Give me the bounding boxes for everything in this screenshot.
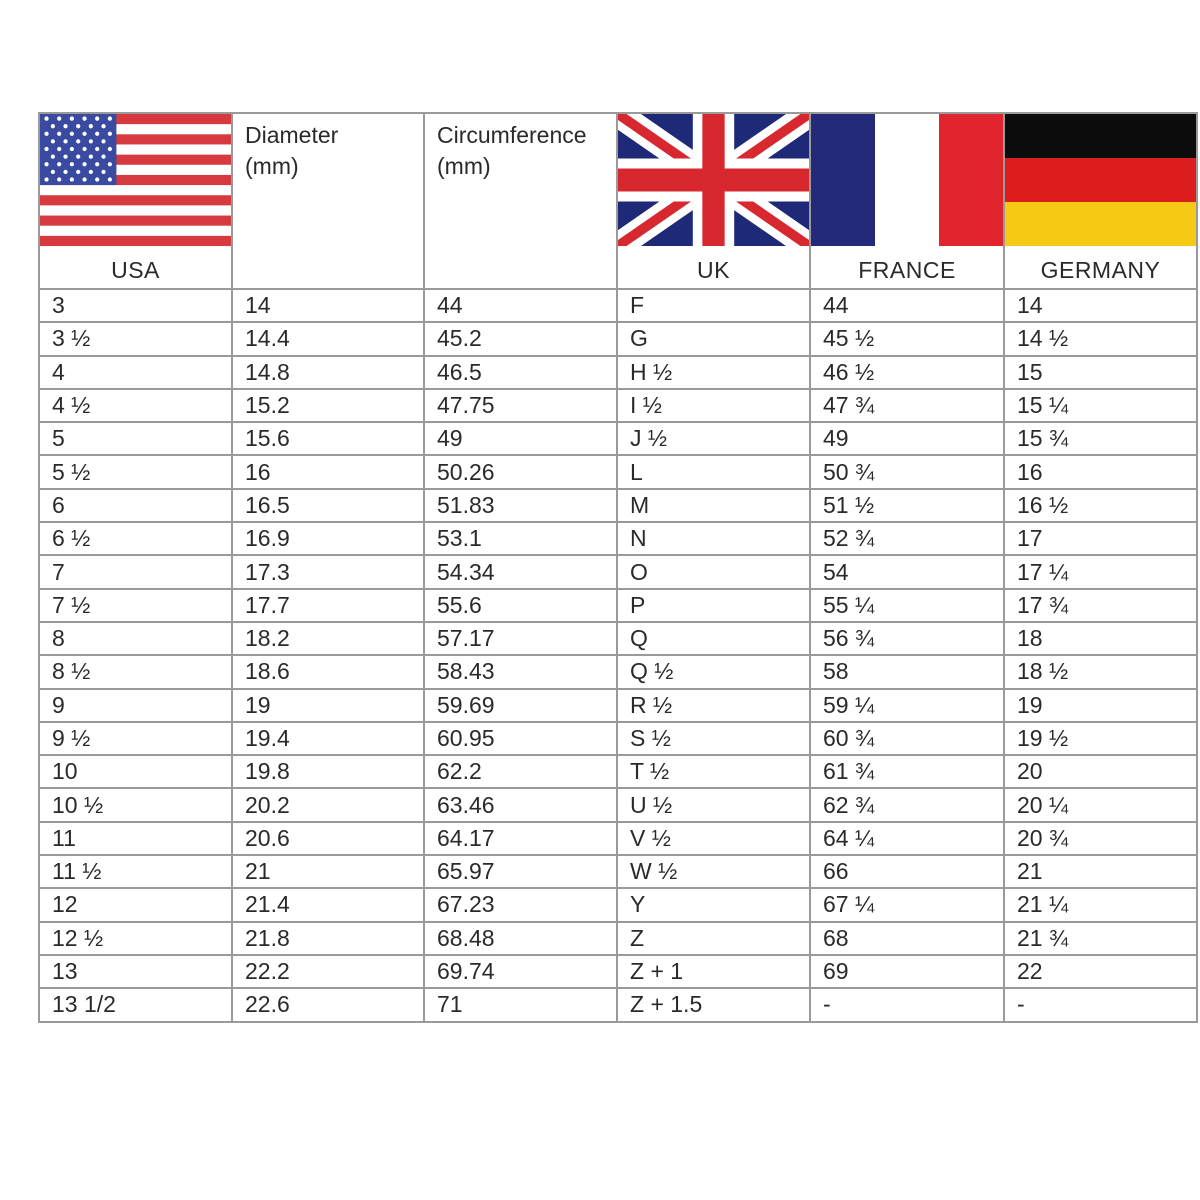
uk-size-cell: O [617, 555, 810, 588]
france-size-cell: 61 ¾ [810, 755, 1004, 788]
uk-size-cell: P [617, 589, 810, 622]
germany-size-cell: 20 ¾ [1004, 822, 1197, 855]
circumference-mm-cell: 68.48 [424, 922, 617, 955]
diameter-mm-cell: 17.7 [232, 589, 424, 622]
size-row [39, 555, 1197, 588]
usa-label: USA [111, 257, 160, 283]
size-row [39, 855, 1197, 888]
diameter-mm-cell: 15.6 [232, 422, 424, 455]
size-row [39, 522, 1197, 555]
germany-size-cell: 22 [1004, 955, 1197, 988]
germany-size-cell: 18 [1004, 622, 1197, 655]
usa-size-cell: 3 ½ [39, 322, 232, 355]
usa-size-cell: 6 ½ [39, 522, 232, 555]
size-row [39, 389, 1197, 422]
circumference-mm-cell: 64.17 [424, 822, 617, 855]
uk-size-cell: G [617, 322, 810, 355]
usa-size-cell: 11 [39, 822, 232, 855]
uk-flag-icon [618, 114, 809, 246]
diameter-header-line2: (mm) [245, 153, 299, 179]
uk-size-cell: R ½ [617, 689, 810, 722]
circumference-mm-cell: 47.75 [424, 389, 617, 422]
size-row [39, 822, 1197, 855]
diameter-mm-cell: 16.5 [232, 489, 424, 522]
uk-size-cell: I ½ [617, 389, 810, 422]
france-size-cell: 59 ¼ [810, 689, 1004, 722]
diameter-mm-cell: 16 [232, 455, 424, 488]
france-size-cell: 45 ½ [810, 322, 1004, 355]
circumference-mm-cell: 54.34 [424, 555, 617, 588]
germany-label: GERMANY [1040, 257, 1161, 283]
germany-size-cell: 16 [1004, 455, 1197, 488]
diameter-mm-cell: 22.6 [232, 988, 424, 1021]
circumference-mm-cell: 50.26 [424, 455, 617, 488]
size-row [39, 455, 1197, 488]
circumference-mm-cell: 57.17 [424, 622, 617, 655]
france-size-cell: 46 ½ [810, 356, 1004, 389]
usa-header [39, 113, 232, 289]
uk-label: UK [697, 257, 730, 283]
germany-size-cell: 19 ½ [1004, 722, 1197, 755]
diameter-mm-cell: 21.8 [232, 922, 424, 955]
germany-size-cell: 17 [1004, 522, 1197, 555]
france-size-cell: 56 ¾ [810, 622, 1004, 655]
circumference-header [424, 113, 617, 289]
france-size-cell: 68 [810, 922, 1004, 955]
size-row [39, 788, 1197, 821]
size-row [39, 755, 1197, 788]
size-row [39, 922, 1197, 955]
diameter-mm-cell: 20.6 [232, 822, 424, 855]
circumference-mm-cell: 62.2 [424, 755, 617, 788]
circumference-mm-cell: 44 [424, 289, 617, 322]
france-size-cell: 67 ¼ [810, 888, 1004, 921]
france-size-cell: 44 [810, 289, 1004, 322]
circumference-mm-cell: 51.83 [424, 489, 617, 522]
germany-size-cell: 15 ¾ [1004, 422, 1197, 455]
france-size-cell: 49 [810, 422, 1004, 455]
uk-size-cell: N [617, 522, 810, 555]
germany-size-cell: 14 ½ [1004, 322, 1197, 355]
france-header [810, 113, 1004, 289]
usa-size-cell: 12 ½ [39, 922, 232, 955]
france-flag-icon [811, 114, 1003, 246]
france-size-cell: 54 [810, 555, 1004, 588]
germany-size-cell: 21 [1004, 855, 1197, 888]
circumference-mm-cell: 45.2 [424, 322, 617, 355]
size-row [39, 888, 1197, 921]
diameter-mm-cell: 14.8 [232, 356, 424, 389]
size-row [39, 955, 1197, 988]
france-size-cell: 52 ¾ [810, 522, 1004, 555]
germany-size-cell: 16 ½ [1004, 489, 1197, 522]
size-row [39, 655, 1197, 688]
diameter-mm-cell: 22.2 [232, 955, 424, 988]
uk-size-cell: Z + 1 [617, 955, 810, 988]
france-size-cell: 47 ¾ [810, 389, 1004, 422]
circumference-mm-cell: 71 [424, 988, 617, 1021]
uk-size-cell: U ½ [617, 788, 810, 821]
diameter-header [232, 113, 424, 289]
circumference-mm-cell: 49 [424, 422, 617, 455]
size-row [39, 422, 1197, 455]
germany-size-cell: 20 [1004, 755, 1197, 788]
size-row [39, 322, 1197, 355]
usa-size-cell: 11 ½ [39, 855, 232, 888]
germany-size-cell: 21 ¾ [1004, 922, 1197, 955]
circumference-mm-cell: 59.69 [424, 689, 617, 722]
france-size-cell: 50 ¾ [810, 455, 1004, 488]
usa-size-cell: 3 [39, 289, 232, 322]
uk-size-cell: Q ½ [617, 655, 810, 688]
uk-size-cell: H ½ [617, 356, 810, 389]
usa-size-cell: 7 [39, 555, 232, 588]
germany-size-cell: 20 ¼ [1004, 788, 1197, 821]
circumference-mm-cell: 65.97 [424, 855, 617, 888]
germany-size-cell: - [1004, 988, 1197, 1021]
uk-size-cell: S ½ [617, 722, 810, 755]
uk-size-cell: F [617, 289, 810, 322]
usa-size-cell: 5 ½ [39, 455, 232, 488]
france-size-cell: 58 [810, 655, 1004, 688]
germany-size-cell: 19 [1004, 689, 1197, 722]
germany-size-cell: 14 [1004, 289, 1197, 322]
size-row [39, 489, 1197, 522]
circumference-mm-cell: 53.1 [424, 522, 617, 555]
uk-header [617, 113, 810, 289]
uk-size-cell: Q [617, 622, 810, 655]
diameter-mm-cell: 19 [232, 689, 424, 722]
circumference-mm-cell: 67.23 [424, 888, 617, 921]
us-flag-icon [40, 114, 231, 246]
size-row [39, 589, 1197, 622]
germany-size-cell: 18 ½ [1004, 655, 1197, 688]
circumference-header-line2: (mm) [437, 153, 491, 179]
size-row [39, 988, 1197, 1021]
usa-size-cell: 10 [39, 755, 232, 788]
size-row [39, 289, 1197, 322]
uk-size-cell: J ½ [617, 422, 810, 455]
uk-size-cell: L [617, 455, 810, 488]
usa-size-cell: 8 ½ [39, 655, 232, 688]
circumference-mm-cell: 46.5 [424, 356, 617, 389]
usa-size-cell: 8 [39, 622, 232, 655]
usa-size-cell: 13 1/2 [39, 988, 232, 1021]
germany-size-cell: 15 [1004, 356, 1197, 389]
usa-size-cell: 5 [39, 422, 232, 455]
uk-size-cell: T ½ [617, 755, 810, 788]
diameter-header-line1: Diameter [245, 122, 339, 148]
diameter-mm-cell: 20.2 [232, 788, 424, 821]
usa-size-cell: 13 [39, 955, 232, 988]
diameter-mm-cell: 19.8 [232, 755, 424, 788]
size-row [39, 622, 1197, 655]
france-label: FRANCE [858, 257, 956, 283]
usa-size-cell: 9 ½ [39, 722, 232, 755]
diameter-mm-cell: 17.3 [232, 555, 424, 588]
diameter-mm-cell: 19.4 [232, 722, 424, 755]
diameter-mm-cell: 16.9 [232, 522, 424, 555]
circumference-mm-cell: 69.74 [424, 955, 617, 988]
uk-size-cell: M [617, 489, 810, 522]
germany-size-cell: 17 ¾ [1004, 589, 1197, 622]
size-row [39, 722, 1197, 755]
usa-size-cell: 7 ½ [39, 589, 232, 622]
diameter-mm-cell: 18.6 [232, 655, 424, 688]
header-row [39, 113, 1197, 289]
usa-size-cell: 4 ½ [39, 389, 232, 422]
size-row [39, 689, 1197, 722]
usa-size-cell: 6 [39, 489, 232, 522]
usa-size-cell: 9 [39, 689, 232, 722]
germany-header [1004, 113, 1197, 289]
circumference-mm-cell: 63.46 [424, 788, 617, 821]
uk-size-cell: Y [617, 888, 810, 921]
france-size-cell: 66 [810, 855, 1004, 888]
circumference-mm-cell: 58.43 [424, 655, 617, 688]
france-size-cell: 51 ½ [810, 489, 1004, 522]
usa-size-cell: 10 ½ [39, 788, 232, 821]
france-size-cell: 55 ¼ [810, 589, 1004, 622]
diameter-mm-cell: 15.2 [232, 389, 424, 422]
france-size-cell: - [810, 988, 1004, 1021]
circumference-mm-cell: 60.95 [424, 722, 617, 755]
diameter-mm-cell: 18.2 [232, 622, 424, 655]
circumference-mm-cell: 55.6 [424, 589, 617, 622]
circumference-header-line1: Circumference [437, 122, 587, 148]
uk-size-cell: Z [617, 922, 810, 955]
germany-size-cell: 21 ¼ [1004, 888, 1197, 921]
germany-size-cell: 17 ¼ [1004, 555, 1197, 588]
diameter-mm-cell: 14 [232, 289, 424, 322]
diameter-mm-cell: 14.4 [232, 322, 424, 355]
uk-size-cell: V ½ [617, 822, 810, 855]
usa-size-cell: 4 [39, 356, 232, 389]
size-row [39, 356, 1197, 389]
uk-size-cell: Z + 1.5 [617, 988, 810, 1021]
uk-size-cell: W ½ [617, 855, 810, 888]
france-size-cell: 60 ¾ [810, 722, 1004, 755]
france-size-cell: 64 ¼ [810, 822, 1004, 855]
usa-size-cell: 12 [39, 888, 232, 921]
diameter-mm-cell: 21 [232, 855, 424, 888]
germany-size-cell: 15 ¼ [1004, 389, 1197, 422]
germany-flag-icon [1005, 114, 1196, 246]
diameter-mm-cell: 21.4 [232, 888, 424, 921]
france-size-cell: 69 [810, 955, 1004, 988]
france-size-cell: 62 ¾ [810, 788, 1004, 821]
ring-size-table [38, 112, 1198, 1023]
